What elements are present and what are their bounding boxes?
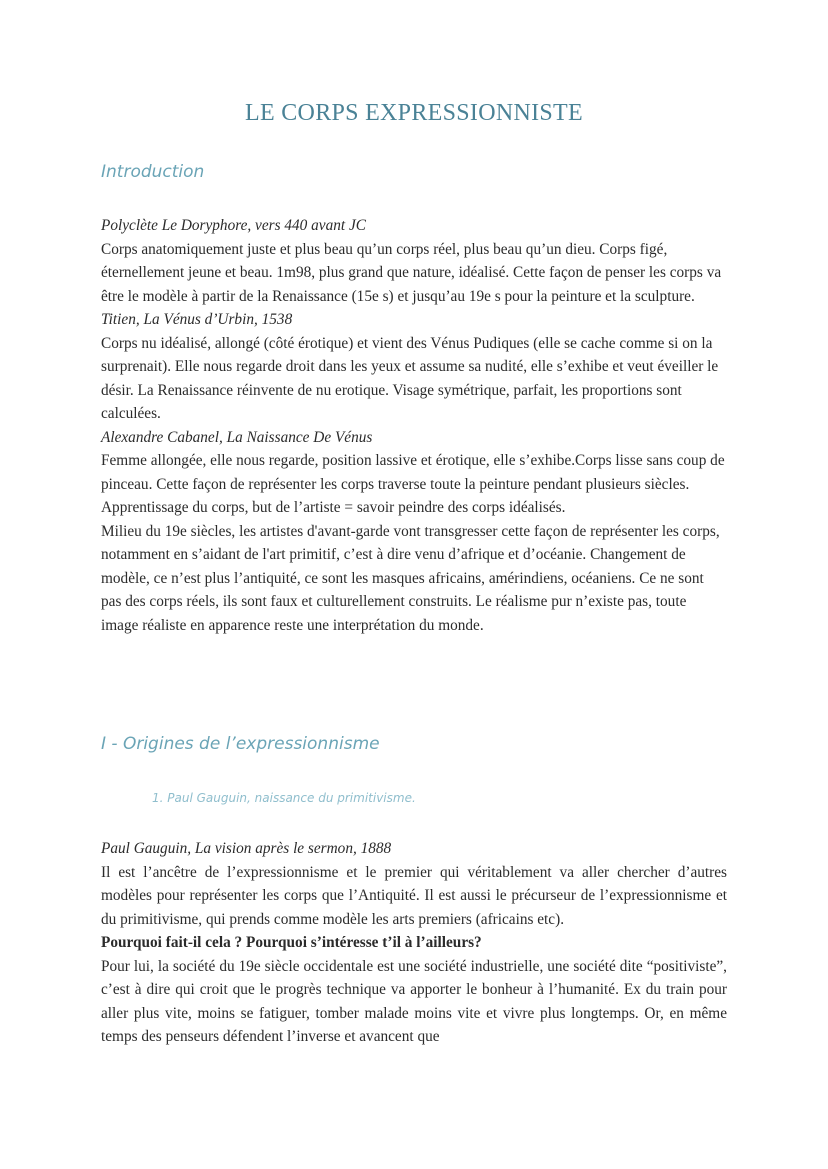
artwork-title: Paul Gauguin, La vision après le sermon, 1888	[101, 840, 392, 857]
paragraph: Il est l’ancêtre de l’expressionnisme et le premier qui véritablement va aller chercher d’autres modèles pour représenter les corps que l’Antiquité. Il est aussi le précurseur de l’expressionnisme et du primitivisme, qui prends comme modèle les arts premiers (africains etc).	[101, 863, 727, 928]
introduction-heading: Introduction	[101, 162, 205, 182]
paragraph: Pour lui, la société du 19e siècle occidentale est une société industrielle, une société dite “positiviste”, c’est à dire qui croit que le progrès technique va apporter le bonheur à l’humanité. Ex du train pour aller plus vite, moins se fatiguer, tomber malade moins vite et vivre plus longtemps. Or, en même temps des penseurs défendent l’inverse et avancent que	[101, 957, 727, 1045]
paragraph: Femme allongée, elle nous regarde, position lassive et érotique, elle s’exhibe.Corps lisse sans coup de pinceau. Cette façon de représenter les corps traverse toute la peinture pendant plusieurs siècles. Apprentissage du corps, but de l’artiste = savoir peindre des corps idéalisés.	[101, 452, 725, 516]
section-1-body	[101, 837, 727, 1049]
artwork-title: Polyclète Le Doryphore, vers 440 avant JC	[101, 217, 366, 234]
paragraph: Milieu du 19e siècles, les artistes d'avant-garde vont transgresser cette façon de représenter les corps, notamment en s’aidant de l'art primitif, c’est à dire venu d’afrique et d’océanie. Changement de modèle, ce n’est plus l’antiquité, ce sont les masques africains, amérindiens, océaniens. Ce ne sont pas des corps réels, ils sont faux et culturellement construits. Le réalisme pur n’existe pas, toute image réaliste en apparence reste une interprétation du monde.	[101, 522, 720, 634]
document-title: LE CORPS EXPRESSIONNISTE	[245, 100, 583, 126]
artwork-title: Alexandre Cabanel, La Naissance De Vénus	[101, 428, 373, 446]
question-heading: Pourquoi fait-il cela ? Pourquoi s’intéresse t’il à l’ailleurs?	[101, 934, 482, 951]
paragraph: Corps anatomiquement juste et plus beau qu’un corps réel, plus beau qu’un dieu. Corps figé, éternellement jeune et beau. 1m98, plus grand que nature, idéalisé. Cette façon de penser les corps va être le modèle à partir de la Renaissance (15e s) et jusqu’au 19e s pour la peinture et la sculpture.	[101, 240, 722, 305]
section-1-subheading: 1. Paul Gauguin, naissance du primitivisme.	[152, 791, 416, 805]
paragraph: Corps nu idéalisé, allongé (côté érotique) et vient des Vénus Pudiques (elle se cache comme si on la surprenait). Elle nous regarde droit dans les yeux et assume sa nudité, elle s’exhibe et veut éveiller le désir. La Renaissance réinvente de nu erotique. Visage symétrique, parfait, les proportions sont calculées.	[101, 334, 719, 422]
section-1-heading: I - Origines de l’expressionnisme	[101, 734, 380, 754]
introduction-body	[101, 214, 727, 637]
artwork-title: Titien, La Vénus d’Urbin, 1538	[101, 311, 293, 328]
